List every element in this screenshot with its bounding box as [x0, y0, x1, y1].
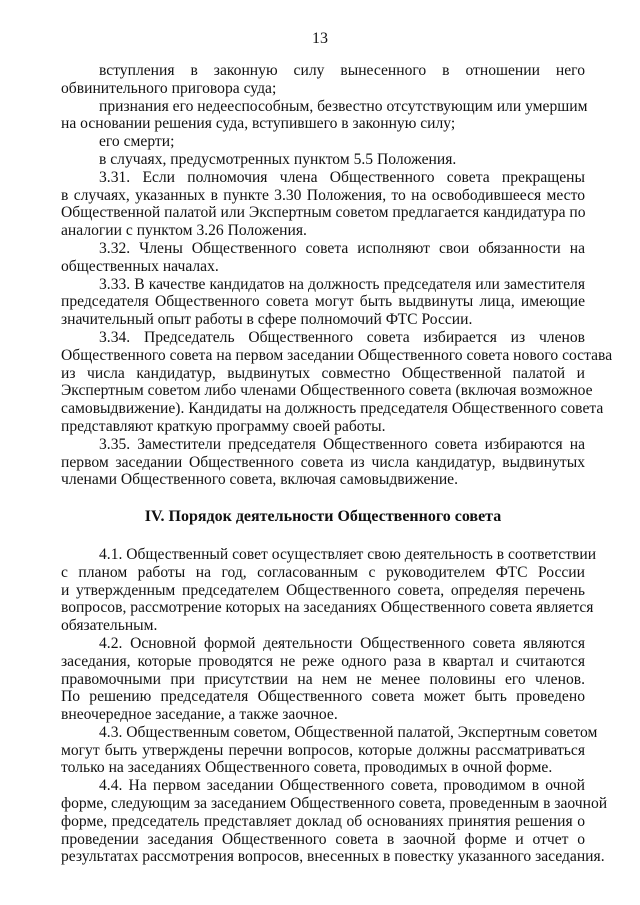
paragraph [61, 545, 597, 635]
paragraph [61, 97, 588, 134]
text-line: заседания, которые проводятся не реже одного раза в квартал и считаются [61, 652, 585, 670]
text-line: результатах рассмотрения вопросов, внесенных в повестку указанного заседания. [61, 848, 605, 866]
text-line: обвинительного приговора суда; [61, 79, 277, 97]
text-line: председателя Общественного совета могут быть выдвинуты лица, имеющие [61, 293, 585, 311]
text-line: правомочными при присутствии на нем не менее половины его членов. [61, 670, 585, 688]
text-line: в случаях, указанных в пункте 3.30 Положения, то на освободившееся место [61, 186, 585, 204]
text-line: в случаях, предусмотренных пунктом 5.5 Положения. [99, 150, 457, 168]
section-heading: IV. Порядок деятельности Общественного совета [144, 508, 502, 526]
text-line: вступления в законную силу вынесенного в отношении него [99, 62, 585, 79]
paragraph [61, 328, 613, 436]
text-line: форме, следующим за заседанием Общественного совета, проведенным в заочной [61, 795, 608, 813]
paragraph [61, 276, 585, 329]
paragraph [61, 62, 585, 98]
text-line: 4.4. На первом заседании Общественного совета, проводимом в очной [99, 777, 585, 795]
text-line: и утвержденным председателем Общественного совета, определяя перечень [61, 581, 585, 599]
text-line: проведении заседания Общественного совета в заочной форме и отчет о [61, 830, 585, 848]
text-line: первом заседании Общественного совета из числа кандидатур, выдвинутых [61, 453, 585, 471]
text-line: только на заседаниях Общественного совета, проводимых в очной форме. [61, 759, 553, 777]
text-line: Общественного совета на первом заседании Общественного совета нового состава [61, 346, 613, 364]
text-line: признания его недееспособным, безвестно отсутствующим или умершим [99, 97, 588, 115]
paragraph [61, 436, 585, 489]
text-line: внеочередное заседание, а также заочное. [61, 706, 338, 724]
text-line: аналогии с пунктом 3.26 Положения. [61, 222, 307, 240]
text-line: вопросов, рассмотрение которых на заседаниях Общественного совета является [61, 599, 594, 617]
text-line: его смерти; [99, 133, 175, 151]
paragraph [61, 169, 585, 240]
text-line: 3.32. Члены Общественного совета исполняют свои обязанности на [99, 239, 585, 257]
text-line: обязательным. [61, 617, 158, 635]
paragraph [61, 723, 598, 777]
paragraph [61, 240, 585, 276]
text-line: 4.1. Общественный совет осуществляет свою деятельность в соответствии [99, 545, 597, 563]
text-line: самовыдвижение). Кандидаты на должность председателя Общественного совета [61, 400, 604, 418]
page-number: 13 [312, 30, 328, 47]
text-line: По решению председателя Общественного совета может быть проведено [61, 688, 585, 706]
text-line: 4.2. Основной формой деятельности Общественного совета являются [99, 634, 585, 652]
text-line: Экспертным советом либо членами Общественного совета (включая возможное [61, 382, 593, 400]
paragraph [61, 635, 585, 724]
document-body [61, 62, 613, 866]
text-line: 3.35. Заместители председателя Общественного совета избираются на [99, 435, 585, 453]
paragraph [61, 133, 585, 151]
text-line: на основании решения суда, вступившего в законную силу; [61, 115, 456, 133]
text-line: 3.33. В качестве кандидатов на должность председателя или заместителя [99, 275, 585, 293]
text-line: форме, председатель представляет доклад об основаниях принятия решения о [61, 812, 585, 830]
text-line: значительный опыт работы в сфере полномочий ФТС России. [61, 311, 473, 329]
text-line: членами Общественного совета, включая самовыдвижение. [61, 471, 458, 489]
text-line: представляют краткую программу своей работы. [61, 417, 386, 435]
paragraph [61, 777, 608, 866]
text-line: 4.3. Общественным советом, Общественной палатой, Экспертным советом [99, 723, 598, 741]
text-line: общественных началах. [61, 257, 219, 275]
text-line: с планом работы на год, согласованным с руководителем ФТС России [61, 563, 585, 581]
text-line: могут быть утверждены перечни вопросов, которые должны рассматриваться [61, 741, 585, 759]
text-line: из числа кандидатур, выдвинутых совместно Общественной палатой и [61, 364, 585, 382]
paragraph [61, 151, 585, 169]
text-line: 3.31. Если полномочия члена Общественного совета прекращены [99, 168, 585, 186]
text-line: Общественной палатой или Экспертным советом предлагается кандидатура по [61, 204, 586, 222]
text-line: 3.34. Председатель Общественного совета избирается из членов [99, 328, 585, 346]
